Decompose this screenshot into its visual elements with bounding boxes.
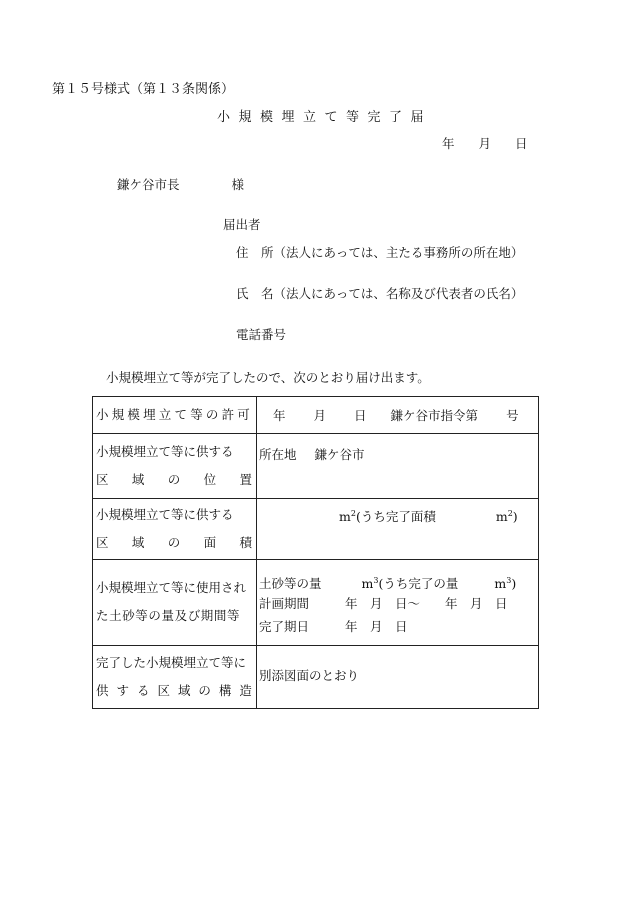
completion-date-label: 完了期日 — [259, 619, 310, 634]
structure-value-cell — [257, 646, 539, 709]
soil-completed-unit: $m^3$ — [494, 576, 512, 592]
plan-period-dates: 年 月 日～ 年 月 日 — [345, 596, 508, 611]
area-label-char-1: 域 — [131, 535, 145, 550]
table-row-area — [93, 499, 539, 560]
completion-date-value: 年 月 日 — [345, 619, 408, 634]
location-label-cell — [93, 434, 257, 499]
table-row-location — [93, 434, 539, 499]
plan-period-label: 計画期間 — [259, 596, 310, 611]
permit-month: 月 — [313, 408, 327, 423]
applicant-name: 氏 名（法人にあっては、名称及び代表者の氏名） — [236, 286, 524, 301]
location-label-char-2: の — [167, 472, 181, 487]
area-label-line1: 小規模埋立て等に供する — [96, 507, 234, 522]
soil-label-cell — [93, 560, 257, 646]
structure-label-char-2: る — [136, 683, 150, 698]
structure-label-cell — [93, 646, 257, 709]
permit-directive: 鎌ケ谷市指令第 — [390, 408, 479, 423]
permit-number-suffix: 号 — [506, 408, 519, 423]
location-field-value: 鎌ケ谷市 — [314, 447, 365, 462]
structure-label-line1: 完了した小規模埋立て等に — [96, 655, 247, 670]
structure-label-char-3: 区 — [157, 683, 170, 698]
location-label-char-4: 置 — [239, 472, 252, 487]
structure-label-char-0: 供 — [96, 683, 109, 698]
date-month: 月 — [478, 136, 492, 151]
structure-value: 別添図面のとおり — [259, 668, 360, 683]
location-label-line2 — [96, 466, 256, 494]
structure-label-line2 — [96, 677, 256, 705]
area-label-char-2: の — [167, 535, 181, 550]
soil-label-line1: 小規模埋立て等に使用され — [96, 580, 247, 595]
location-label-char-1: 域 — [131, 472, 145, 487]
applicant-address: 住 所（法人にあっては、主たる事務所の所在地） — [236, 245, 524, 260]
soil-amount-label: 土砂等の量 — [259, 576, 322, 592]
area-value-cell — [257, 499, 539, 560]
soil-label-line2: た土砂等の量及び期間等 — [96, 608, 241, 623]
area-label-char-0: 区 — [96, 535, 109, 550]
area-completed-label: (うち完了面積 — [355, 509, 436, 524]
location-value-cell — [257, 434, 539, 499]
area-close-paren: ) — [512, 509, 518, 524]
area-unit: $m^2$ — [339, 508, 356, 524]
area-label-char-3: 面 — [203, 535, 217, 550]
date-year: 年 — [442, 136, 455, 151]
date-day: 日 — [515, 136, 528, 151]
document-title: 小規模埋立て等完了届 — [217, 110, 433, 125]
soil-completed-label: (うち完了の量 — [378, 576, 459, 592]
area-label-cell — [93, 499, 257, 560]
area-label-char-4: 積 — [239, 535, 252, 550]
applicant-label: 届出者 — [223, 217, 261, 232]
submission-date — [442, 134, 528, 152]
area-label-line2 — [96, 529, 256, 557]
soil-close-paren: ) — [511, 576, 517, 592]
permit-value-cell — [257, 397, 539, 434]
structure-label-char-1: す — [116, 683, 129, 698]
permit-label: 小規模埋立て等の許可 — [96, 407, 254, 422]
addressee-name: 鎌ケ谷市長 — [117, 177, 180, 192]
completion-details-table — [92, 396, 539, 709]
area-completed-unit: $m^2$ — [495, 508, 513, 524]
applicant-phone: 電話番号 — [236, 327, 287, 342]
table-row-structure — [93, 646, 539, 709]
permit-year: 年 — [273, 408, 286, 423]
location-label-line1: 小規模埋立て等に供する — [96, 444, 234, 459]
location-label-char-3: 位 — [203, 472, 217, 487]
location-field-label: 所在地 — [259, 447, 297, 462]
structure-label-char-6: 構 — [218, 683, 232, 698]
soil-unit: $m^3$ — [361, 576, 379, 592]
soil-value-cell — [257, 560, 539, 646]
structure-label-char-5: の — [198, 683, 211, 698]
permit-day: 日 — [354, 408, 367, 423]
table-row-soil — [93, 560, 539, 646]
addressee — [117, 175, 244, 193]
location-label-char-0: 区 — [96, 472, 109, 487]
intro-statement: 小規模埋立て等が完了したので、次のとおり届け出ます。 — [106, 370, 430, 385]
table-row-permit — [93, 397, 539, 434]
structure-label-char-4: 域 — [177, 683, 191, 698]
structure-label-char-7: 造 — [239, 683, 252, 698]
permit-label-cell — [93, 397, 257, 434]
addressee-honorific: 様 — [231, 177, 245, 192]
form-number: 第１５号様式（第１３条関係） — [52, 82, 235, 97]
